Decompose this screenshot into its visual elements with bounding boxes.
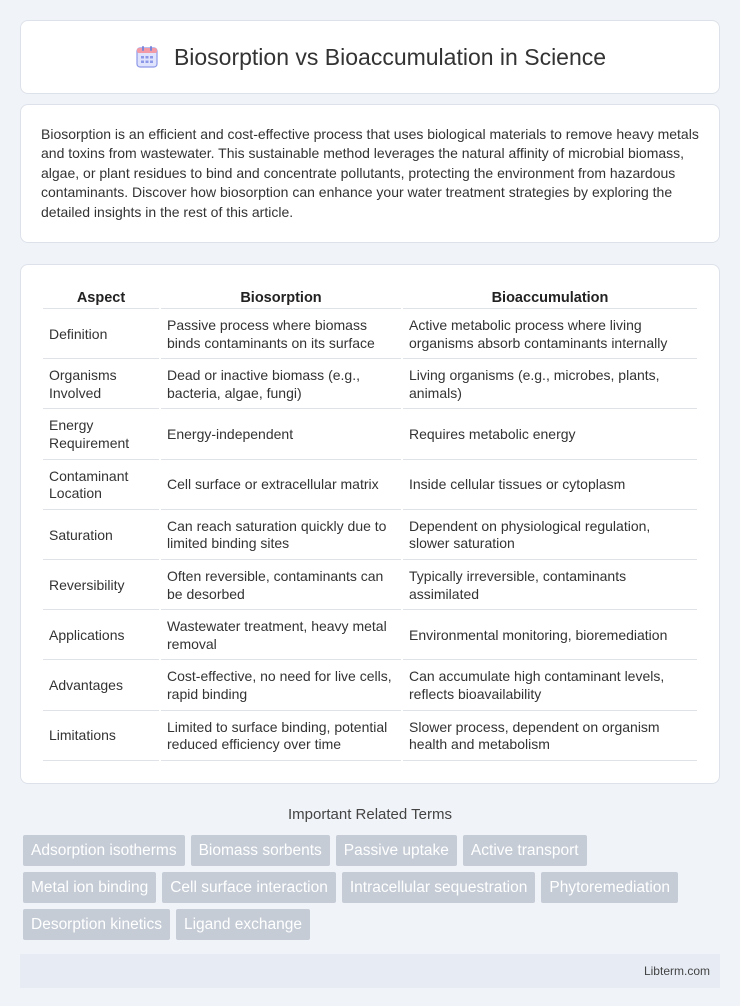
related-term-tag[interactable]: Passive uptake bbox=[336, 835, 457, 866]
cell-aspect: Applications bbox=[43, 612, 159, 660]
page-header bbox=[20, 20, 720, 94]
related-term-tag[interactable]: Active transport bbox=[463, 835, 587, 866]
cell-aspect: Saturation bbox=[43, 512, 159, 560]
related-term-tag[interactable]: Phytoremediation bbox=[541, 872, 678, 903]
cell-bioaccumulation: Slower process, dependent on organism health and metabolism bbox=[403, 713, 697, 761]
cell-bioaccumulation: Living organisms (e.g., microbes, plants, animals) bbox=[403, 361, 697, 409]
page-title: Biosorption vs Bioaccumulation in Science bbox=[173, 43, 607, 70]
footer-site[interactable]: Libterm.com bbox=[643, 963, 710, 978]
cell-aspect: Definition bbox=[43, 311, 159, 359]
related-term-tag[interactable]: Intracellular sequestration bbox=[342, 872, 536, 903]
cell-bioaccumulation: Environmental monitoring, bioremediation bbox=[403, 612, 697, 660]
related-term-tag[interactable]: Cell surface interaction bbox=[162, 872, 336, 903]
cell-bioaccumulation: Active metabolic process where living organisms absorb contaminants internally bbox=[403, 311, 697, 359]
cell-aspect: Advantages bbox=[43, 662, 159, 710]
table-row bbox=[43, 411, 697, 459]
calendar-icon bbox=[134, 44, 160, 70]
table-row bbox=[43, 512, 697, 560]
table-row bbox=[43, 713, 697, 761]
cell-biosorption: Passive process where biomass binds contaminants on its surface bbox=[161, 311, 401, 359]
cell-biosorption: Energy-independent bbox=[161, 411, 401, 459]
cell-aspect: Organisms Involved bbox=[43, 361, 159, 409]
table-row bbox=[43, 612, 697, 660]
cell-aspect: Energy Requirement bbox=[43, 411, 159, 459]
cell-aspect: Contaminant Location bbox=[43, 462, 159, 510]
cell-biosorption: Dead or inactive biomass (e.g., bacteria, algae, fungi) bbox=[161, 361, 401, 409]
cell-bioaccumulation: Dependent on physiological regulation, slower saturation bbox=[403, 512, 697, 560]
cell-biosorption: Often reversible, contaminants can be desorbed bbox=[161, 562, 401, 610]
footer bbox=[20, 954, 720, 988]
intro-text: Biosorption is an efficient and cost-effective process that uses biological materials to remove heavy metals and toxins from wastewater. This sustainable method leverages the natural affinity of microbial biomass, algae, or plant residues to bind and concentrate pollutants, protecting the environment from hazardous contaminants. Discover how biosorption can enhance your water treatment strategies by exploring the detailed insights in the rest of this article. bbox=[41, 126, 699, 220]
intro-card bbox=[20, 104, 720, 243]
related-terms-list bbox=[20, 835, 720, 940]
cell-bioaccumulation: Inside cellular tissues or cytoplasm bbox=[403, 462, 697, 510]
related-term-tag[interactable]: Adsorption isotherms bbox=[23, 835, 185, 866]
cell-biosorption: Cost-effective, no need for live cells, rapid binding bbox=[161, 662, 401, 710]
header-aspect: Aspect bbox=[43, 287, 159, 309]
table-row bbox=[43, 562, 697, 610]
related-term-tag[interactable]: Ligand exchange bbox=[176, 909, 310, 940]
related-terms-title: Important Related Terms bbox=[288, 805, 452, 823]
related-term-tag[interactable]: Biomass sorbents bbox=[191, 835, 330, 866]
header-biosorption: Biosorption bbox=[161, 287, 401, 309]
comparison-card bbox=[20, 264, 720, 784]
table-row bbox=[43, 361, 697, 409]
cell-bioaccumulation: Typically irreversible, contaminants assimilated bbox=[403, 562, 697, 610]
cell-bioaccumulation: Requires metabolic energy bbox=[403, 411, 697, 459]
cell-bioaccumulation: Can accumulate high contaminant levels, reflects bioavailability bbox=[403, 662, 697, 710]
header-bioaccumulation: Bioaccumulation bbox=[403, 287, 697, 309]
table-row bbox=[43, 462, 697, 510]
cell-biosorption: Wastewater treatment, heavy metal removal bbox=[161, 612, 401, 660]
table-header-row bbox=[43, 287, 697, 309]
table-row bbox=[43, 662, 697, 710]
table-row bbox=[43, 311, 697, 359]
related-term-tag[interactable]: Metal ion binding bbox=[23, 872, 156, 903]
cell-aspect: Reversibility bbox=[43, 562, 159, 610]
cell-biosorption: Can reach saturation quickly due to limited binding sites bbox=[161, 512, 401, 560]
cell-biosorption: Limited to surface binding, potential reduced efficiency over time bbox=[161, 713, 401, 761]
cell-biosorption: Cell surface or extracellular matrix bbox=[161, 462, 401, 510]
comparison-table bbox=[41, 285, 699, 763]
related-term-tag[interactable]: Desorption kinetics bbox=[23, 909, 170, 940]
cell-aspect: Limitations bbox=[43, 713, 159, 761]
